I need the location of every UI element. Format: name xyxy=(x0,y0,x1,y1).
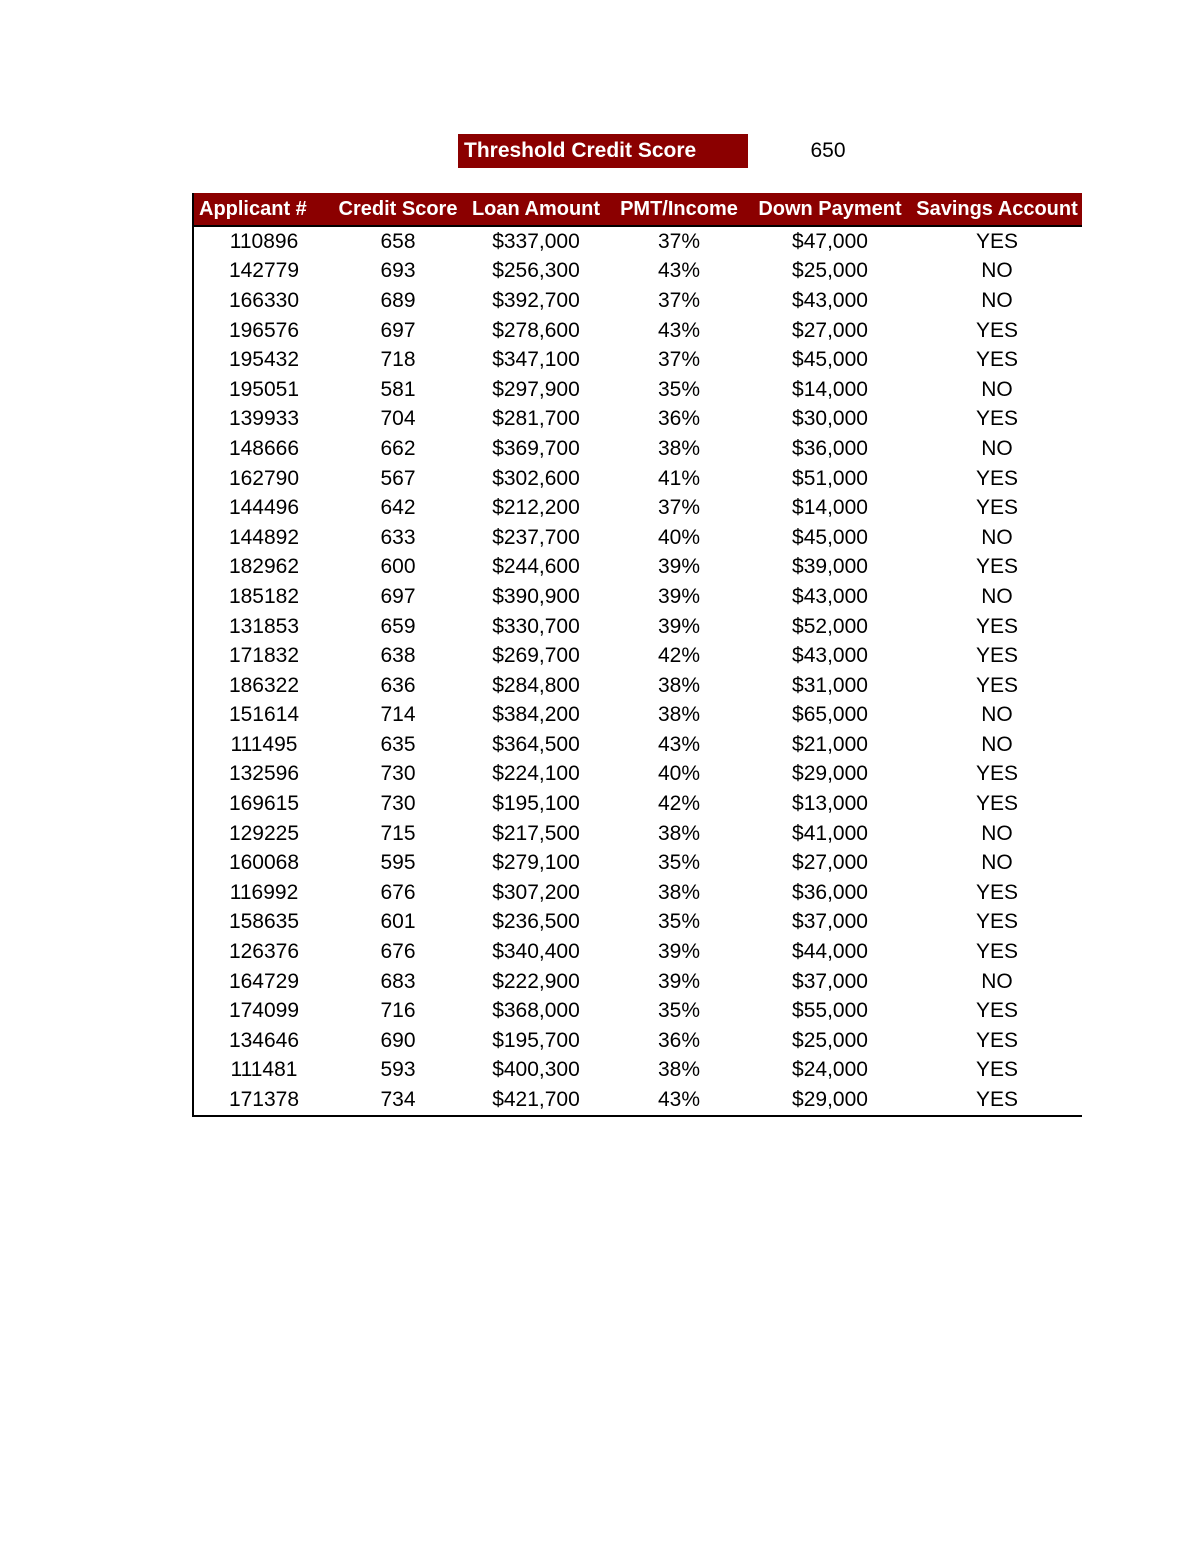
loan-amount-cell[interactable]: $340,400 xyxy=(492,940,580,964)
pmt-income-cell[interactable]: 37% xyxy=(657,348,701,372)
savings-account-cell[interactable]: NO xyxy=(981,969,1013,993)
table-row xyxy=(194,612,1082,642)
credit-score-cell[interactable]: 635 xyxy=(380,732,416,756)
applicant-id-cell[interactable]: 132596 xyxy=(228,762,300,786)
savings-account-cell[interactable]: YES xyxy=(975,614,1019,638)
applicant-id-cell[interactable]: 182962 xyxy=(228,555,300,579)
table-row xyxy=(194,1056,1082,1086)
pmt-income-cell[interactable]: 35% xyxy=(657,851,701,875)
down-payment-cell[interactable]: $37,000 xyxy=(792,969,868,993)
credit-score-cell[interactable]: 689 xyxy=(380,288,416,312)
pmt-income-cell[interactable]: 42% xyxy=(657,644,701,668)
table-row xyxy=(194,226,1082,257)
loan-amount-cell[interactable]: $224,100 xyxy=(492,762,580,786)
table-row xyxy=(194,848,1082,878)
column-header-savings-account: Savings Account xyxy=(912,193,1082,226)
loan-amount-cell[interactable]: $195,100 xyxy=(492,792,580,816)
loan-amount-cell[interactable]: $307,200 xyxy=(492,880,580,904)
applicant-id-cell[interactable]: 126376 xyxy=(228,940,300,964)
applicant-id-cell[interactable]: 169615 xyxy=(228,792,300,816)
pmt-income-cell[interactable]: 43% xyxy=(657,1088,701,1112)
table-body xyxy=(194,226,1082,1115)
down-payment-cell[interactable]: $29,000 xyxy=(792,762,868,786)
table-row xyxy=(194,671,1082,701)
applicant-id-cell[interactable]: 171378 xyxy=(228,1088,300,1112)
savings-account-cell[interactable]: YES xyxy=(975,910,1019,934)
down-payment-cell[interactable]: $27,000 xyxy=(792,851,868,875)
table-row xyxy=(194,1026,1082,1056)
credit-score-cell[interactable]: 734 xyxy=(380,1088,416,1112)
savings-account-cell[interactable]: YES xyxy=(975,1028,1019,1052)
savings-account-cell[interactable]: YES xyxy=(975,792,1019,816)
savings-account-cell[interactable]: NO xyxy=(981,259,1013,283)
pmt-income-cell[interactable]: 40% xyxy=(657,762,701,786)
pmt-income-cell[interactable]: 39% xyxy=(657,969,701,993)
pmt-income-cell[interactable]: 35% xyxy=(657,377,701,401)
pmt-income-cell[interactable]: 37% xyxy=(657,288,701,312)
loan-amount-cell[interactable]: $279,100 xyxy=(492,851,580,875)
pmt-income-cell[interactable]: 39% xyxy=(657,584,701,608)
pmt-income-cell[interactable]: 36% xyxy=(657,1028,701,1052)
down-payment-cell[interactable]: $43,000 xyxy=(792,584,868,608)
loan-amount-cell[interactable]: $244,600 xyxy=(492,555,580,579)
table-row xyxy=(194,789,1082,819)
credit-score-cell[interactable]: 600 xyxy=(380,555,416,579)
loan-amount-cell[interactable]: $281,700 xyxy=(492,407,580,431)
credit-score-cell[interactable]: 693 xyxy=(380,259,416,283)
loan-amount-cell[interactable]: $390,900 xyxy=(492,584,580,608)
pmt-income-cell[interactable]: 41% xyxy=(657,466,701,490)
down-payment-cell[interactable]: $43,000 xyxy=(792,644,868,668)
applicant-id-cell[interactable]: 185182 xyxy=(228,584,300,608)
loan-amount-cell[interactable]: $222,900 xyxy=(492,969,580,993)
pmt-income-cell[interactable]: 38% xyxy=(657,703,701,727)
applicant-id-cell[interactable]: 151614 xyxy=(228,703,300,727)
loan-amount-cell[interactable]: $269,700 xyxy=(492,644,580,668)
table-row xyxy=(194,819,1082,849)
applicant-id-cell[interactable]: 162790 xyxy=(228,466,300,490)
threshold-credit-score-label: Threshold Credit Score xyxy=(458,134,748,168)
table-row xyxy=(194,760,1082,790)
table-row xyxy=(194,967,1082,997)
applicant-id-cell[interactable]: 111495 xyxy=(230,732,298,756)
table-row xyxy=(194,553,1082,583)
savings-account-cell[interactable]: YES xyxy=(975,1088,1019,1112)
savings-account-cell[interactable]: NO xyxy=(981,851,1013,875)
table-header-row xyxy=(194,193,1082,226)
credit-score-cell[interactable]: 676 xyxy=(380,940,416,964)
pmt-income-cell[interactable]: 38% xyxy=(657,1058,701,1082)
loan-amount-cell[interactable]: $384,200 xyxy=(492,703,580,727)
pmt-income-cell[interactable]: 42% xyxy=(657,792,701,816)
credit-score-cell[interactable]: 581 xyxy=(380,377,416,401)
loan-amount-cell[interactable]: $195,700 xyxy=(492,1028,580,1052)
savings-account-cell[interactable]: YES xyxy=(975,555,1019,579)
credit-score-cell[interactable]: 690 xyxy=(380,1028,416,1052)
down-payment-cell[interactable]: $14,000 xyxy=(792,496,868,520)
down-payment-cell[interactable]: $37,000 xyxy=(792,910,868,934)
savings-account-cell[interactable]: NO xyxy=(981,377,1013,401)
table-row xyxy=(194,730,1082,760)
savings-account-cell[interactable]: YES xyxy=(975,348,1019,372)
down-payment-cell[interactable]: $36,000 xyxy=(792,436,868,460)
table-row xyxy=(194,937,1082,967)
applicant-id-cell[interactable]: 171832 xyxy=(228,644,300,668)
down-payment-cell[interactable]: $29,000 xyxy=(792,1088,868,1112)
credit-score-cell[interactable]: 567 xyxy=(380,466,416,490)
pmt-income-cell[interactable]: 38% xyxy=(657,673,701,697)
pmt-income-cell[interactable]: 39% xyxy=(657,940,701,964)
loan-amount-cell[interactable]: $392,700 xyxy=(492,288,580,312)
loan-amount-cell[interactable]: $212,200 xyxy=(492,496,580,520)
pmt-income-cell[interactable]: 36% xyxy=(657,407,701,431)
credit-score-cell[interactable]: 718 xyxy=(380,348,416,372)
column-header-loan-amount: Loan Amount xyxy=(462,193,610,226)
down-payment-cell[interactable]: $24,000 xyxy=(792,1058,868,1082)
table-row xyxy=(194,996,1082,1026)
credit-score-cell[interactable]: 662 xyxy=(380,436,416,460)
savings-account-cell[interactable]: YES xyxy=(975,999,1019,1023)
table-row xyxy=(194,257,1082,287)
applicant-table-container xyxy=(192,193,1082,1117)
credit-score-cell[interactable]: 636 xyxy=(380,673,416,697)
loan-amount-cell[interactable]: $278,600 xyxy=(492,318,580,342)
column-header-down-payment: Down Payment xyxy=(748,193,912,226)
table-row xyxy=(194,434,1082,464)
down-payment-cell[interactable]: $47,000 xyxy=(792,229,868,253)
table-row xyxy=(194,582,1082,612)
applicant-id-cell[interactable]: 186322 xyxy=(228,673,300,697)
pmt-income-cell[interactable]: 43% xyxy=(657,732,701,756)
column-header-applicant: Applicant # xyxy=(194,193,334,226)
loan-amount-cell[interactable]: $421,700 xyxy=(492,1088,580,1112)
applicant-id-cell[interactable]: 139933 xyxy=(228,407,300,431)
applicant-id-cell[interactable]: 195051 xyxy=(228,377,300,401)
savings-account-cell[interactable]: NO xyxy=(981,821,1013,845)
applicant-id-cell[interactable]: 148666 xyxy=(228,436,300,460)
pmt-income-cell[interactable]: 35% xyxy=(657,910,701,934)
credit-score-cell[interactable]: 633 xyxy=(380,525,416,549)
credit-score-cell[interactable]: 638 xyxy=(380,644,416,668)
loan-amount-cell[interactable]: $256,300 xyxy=(492,259,580,283)
loan-amount-cell[interactable]: $369,700 xyxy=(492,436,580,460)
column-header-credit-score: Credit Score xyxy=(334,193,462,226)
table-row xyxy=(194,345,1082,375)
credit-score-cell[interactable]: 601 xyxy=(380,910,416,934)
applicant-id-cell[interactable]: 131853 xyxy=(228,614,300,638)
applicant-id-cell[interactable]: 196576 xyxy=(228,318,300,342)
table-row xyxy=(194,464,1082,494)
table-row xyxy=(194,493,1082,523)
loan-amount-cell[interactable]: $284,800 xyxy=(492,673,580,697)
credit-score-cell[interactable]: 683 xyxy=(380,969,416,993)
loan-amount-cell[interactable]: $400,300 xyxy=(492,1058,580,1082)
applicant-id-cell[interactable]: 134646 xyxy=(228,1028,300,1052)
loan-amount-cell[interactable]: $330,700 xyxy=(492,614,580,638)
down-payment-cell[interactable]: $31,000 xyxy=(792,673,868,697)
credit-score-cell[interactable]: 595 xyxy=(380,851,416,875)
savings-account-cell[interactable]: NO xyxy=(981,584,1013,608)
credit-score-cell[interactable]: 704 xyxy=(380,407,416,431)
savings-account-cell[interactable]: NO xyxy=(981,525,1013,549)
down-payment-cell[interactable]: $55,000 xyxy=(792,999,868,1023)
pmt-income-cell[interactable]: 35% xyxy=(657,999,701,1023)
applicant-id-cell[interactable]: 116992 xyxy=(229,880,299,904)
credit-score-cell[interactable]: 642 xyxy=(380,496,416,520)
table-row xyxy=(194,405,1082,435)
table-row xyxy=(194,701,1082,731)
savings-account-cell[interactable]: YES xyxy=(975,940,1019,964)
credit-score-cell[interactable]: 714 xyxy=(380,703,416,727)
down-payment-cell[interactable]: $51,000 xyxy=(792,466,868,490)
down-payment-cell[interactable]: $43,000 xyxy=(792,288,868,312)
applicant-id-cell[interactable]: 144496 xyxy=(228,496,300,520)
pmt-income-cell[interactable]: 38% xyxy=(657,880,701,904)
loan-amount-cell[interactable]: $297,900 xyxy=(492,377,580,401)
pmt-income-cell[interactable]: 43% xyxy=(657,318,701,342)
table-row xyxy=(194,316,1082,346)
table-row xyxy=(194,286,1082,316)
down-payment-cell[interactable]: $44,000 xyxy=(792,940,868,964)
table-row xyxy=(194,375,1082,405)
pmt-income-cell[interactable]: 37% xyxy=(657,496,701,520)
loan-amount-cell[interactable]: $237,700 xyxy=(492,525,580,549)
credit-score-cell[interactable]: 659 xyxy=(380,614,416,638)
credit-score-cell[interactable]: 593 xyxy=(380,1058,416,1082)
savings-account-cell[interactable]: YES xyxy=(975,644,1019,668)
down-payment-cell[interactable]: $14,000 xyxy=(792,377,868,401)
table-row xyxy=(194,878,1082,908)
savings-account-cell[interactable]: YES xyxy=(975,762,1019,786)
credit-score-cell[interactable]: 676 xyxy=(380,880,416,904)
down-payment-cell[interactable]: $36,000 xyxy=(792,880,868,904)
savings-account-cell[interactable]: YES xyxy=(975,673,1019,697)
down-payment-cell[interactable]: $41,000 xyxy=(792,821,868,845)
down-payment-cell[interactable]: $27,000 xyxy=(792,318,868,342)
savings-account-cell[interactable]: NO xyxy=(981,288,1013,312)
down-payment-cell[interactable]: $25,000 xyxy=(792,259,868,283)
applicant-id-cell[interactable]: 111481 xyxy=(230,1058,298,1082)
savings-account-cell[interactable]: YES xyxy=(975,318,1019,342)
down-payment-cell[interactable]: $45,000 xyxy=(792,348,868,372)
down-payment-cell[interactable]: $13,000 xyxy=(792,792,868,816)
threshold-credit-score-value[interactable]: 650 xyxy=(810,139,846,162)
down-payment-cell[interactable]: $52,000 xyxy=(792,614,868,638)
applicant-id-cell[interactable]: 166330 xyxy=(228,288,300,312)
table-row xyxy=(194,1085,1082,1115)
savings-account-cell[interactable]: NO xyxy=(981,703,1013,727)
applicant-id-cell[interactable]: 160068 xyxy=(228,851,300,875)
table-row xyxy=(194,908,1082,938)
credit-score-cell[interactable]: 658 xyxy=(380,229,416,253)
credit-score-cell[interactable]: 697 xyxy=(380,584,416,608)
down-payment-cell[interactable]: $65,000 xyxy=(792,703,868,727)
savings-account-cell[interactable]: NO xyxy=(981,436,1013,460)
table-row xyxy=(194,641,1082,671)
savings-account-cell[interactable]: YES xyxy=(975,1058,1019,1082)
loan-amount-cell[interactable]: $347,100 xyxy=(492,348,580,372)
loan-amount-cell[interactable]: $217,500 xyxy=(492,821,580,845)
applicant-id-cell[interactable]: 195432 xyxy=(228,348,300,372)
loan-amount-cell[interactable]: $364,500 xyxy=(492,732,580,756)
applicant-id-cell[interactable]: 142779 xyxy=(228,259,300,283)
down-payment-cell[interactable]: $30,000 xyxy=(792,407,868,431)
savings-account-cell[interactable]: YES xyxy=(975,407,1019,431)
applicant-id-cell[interactable]: 158635 xyxy=(228,910,300,934)
credit-score-cell[interactable]: 715 xyxy=(380,821,416,845)
credit-score-cell[interactable]: 730 xyxy=(380,762,416,786)
applicant-id-cell[interactable]: 129225 xyxy=(228,821,300,845)
applicant-id-cell[interactable]: 110896 xyxy=(229,229,299,253)
credit-score-cell[interactable]: 716 xyxy=(380,999,416,1023)
savings-account-cell[interactable]: YES xyxy=(975,496,1019,520)
pmt-income-cell[interactable]: 43% xyxy=(657,259,701,283)
loan-amount-cell[interactable]: $337,000 xyxy=(492,229,580,253)
down-payment-cell[interactable]: $25,000 xyxy=(792,1028,868,1052)
table-row xyxy=(194,523,1082,553)
pmt-income-cell[interactable]: 38% xyxy=(657,436,701,460)
credit-score-cell[interactable]: 697 xyxy=(380,318,416,342)
column-header-pmt-income: PMT/Income xyxy=(610,193,748,226)
pmt-income-cell[interactable]: 39% xyxy=(657,614,701,638)
pmt-income-cell[interactable]: 38% xyxy=(657,821,701,845)
pmt-income-cell[interactable]: 40% xyxy=(657,525,701,549)
loan-amount-cell[interactable]: $236,500 xyxy=(492,910,580,934)
loan-amount-cell[interactable]: $368,000 xyxy=(492,999,580,1023)
loan-amount-cell[interactable]: $302,600 xyxy=(492,466,580,490)
applicant-table xyxy=(194,193,1082,1115)
applicant-id-cell[interactable]: 144892 xyxy=(228,525,300,549)
savings-account-cell[interactable]: NO xyxy=(981,732,1013,756)
applicant-id-cell[interactable]: 164729 xyxy=(228,969,300,993)
savings-account-cell[interactable]: YES xyxy=(975,466,1019,490)
pmt-income-cell[interactable]: 37% xyxy=(657,229,701,253)
applicant-id-cell[interactable]: 174099 xyxy=(228,999,300,1023)
credit-score-cell[interactable]: 730 xyxy=(380,792,416,816)
pmt-income-cell[interactable]: 39% xyxy=(657,555,701,579)
down-payment-cell[interactable]: $39,000 xyxy=(792,555,868,579)
savings-account-cell[interactable]: YES xyxy=(975,880,1019,904)
down-payment-cell[interactable]: $45,000 xyxy=(792,525,868,549)
savings-account-cell[interactable]: YES xyxy=(975,229,1019,253)
down-payment-cell[interactable]: $21,000 xyxy=(792,732,868,756)
